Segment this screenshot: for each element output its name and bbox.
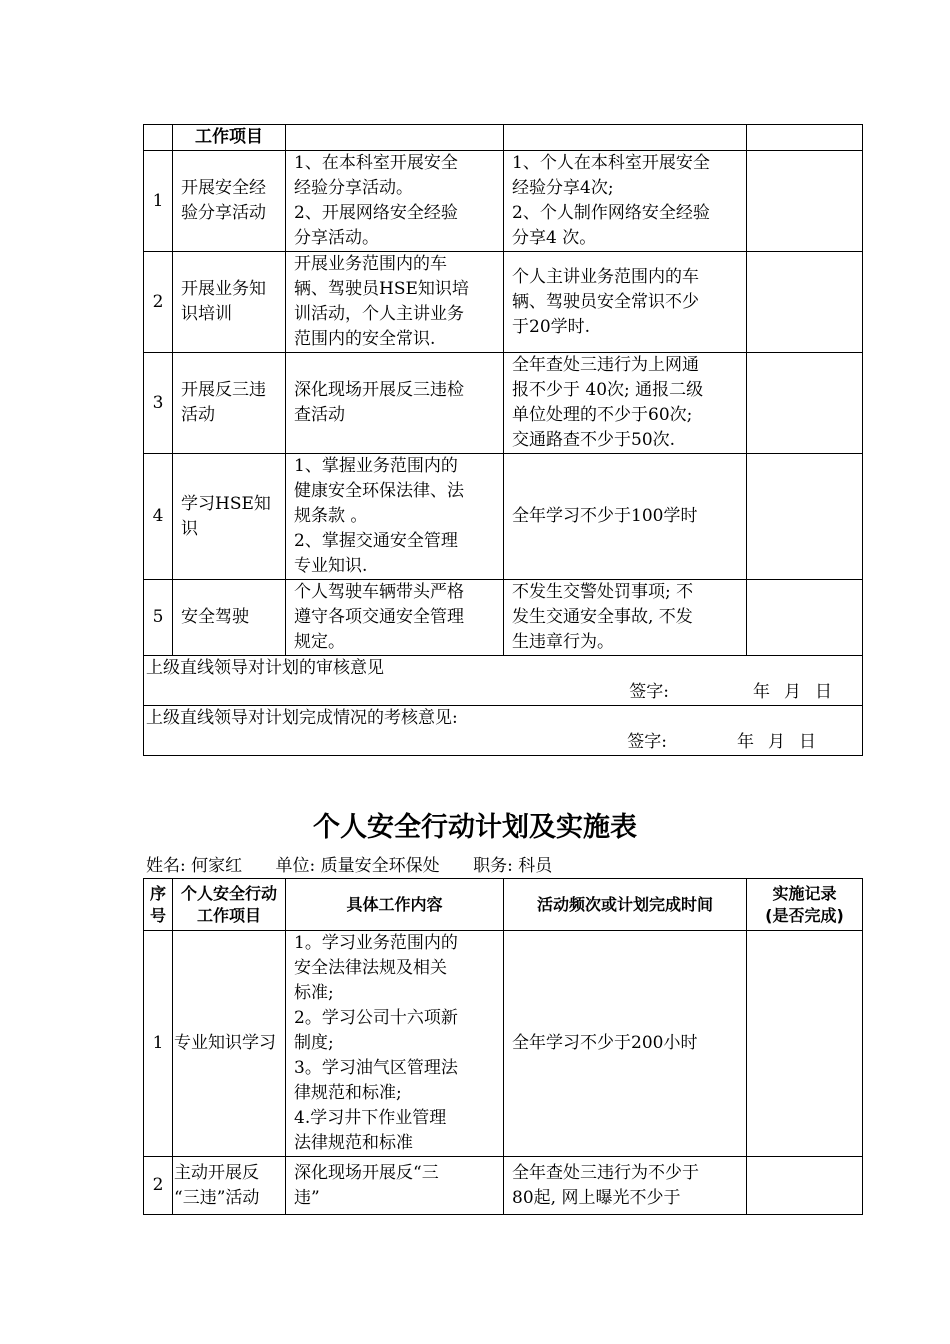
row-seq: 5 — [144, 580, 173, 656]
row-record — [747, 580, 863, 656]
row-item: 开展业务知 识培训 — [173, 252, 286, 353]
row-frequency: 全年查处三违行为不少于 80起, 网上曝光不少于 — [504, 1157, 747, 1215]
header-record: 实施记录 (是否完成) — [747, 879, 863, 931]
row-content: 1。学习业务范围内的 安全法律法规及相关 标准; 2。学习公司十六项新 制度; 3。学习油气区管理法 律规范和标准; 4.学习井下作业管理 法律规范和标准 — [286, 931, 504, 1157]
row-content: 开展业务范围内的车 辆、驾驶员HSE知识培 训活动，个人主讲业务 范围内的安全常识. — [286, 252, 504, 353]
header-item: 个人安全行动 工作项目 — [173, 879, 286, 931]
table-header-row — [144, 879, 863, 931]
row-seq: 3 — [144, 353, 173, 454]
personal-info — [146, 854, 580, 878]
table-header-row — [144, 125, 863, 151]
row-record — [747, 1157, 863, 1215]
table-row — [144, 454, 863, 580]
header-work-item: 工作项目 — [173, 125, 286, 151]
row-target: 个人主讲业务范围内的车 辆、驾驶员安全常识不少 于20学时. — [504, 252, 747, 353]
info-position: 职务: 科员 — [473, 856, 553, 876]
row-record — [747, 252, 863, 353]
review-row-completion — [144, 706, 863, 756]
row-record — [747, 454, 863, 580]
row-target: 全年学习不少于100学时 — [504, 454, 747, 580]
row-content: 个人驾驶车辆带头严格 遵守各项交通安全管理 规定。 — [286, 580, 504, 656]
row-item: 主动开展反 “三违”活动 — [173, 1157, 286, 1215]
row-target: 1、个人在本科室开展安全 经验分享4次; 2、个人制作网络安全经验 分享4 次。 — [504, 151, 747, 252]
review-completion-title: 上级直线领导对计划完成情况的考核意见: — [146, 708, 458, 728]
table-row — [144, 1157, 863, 1215]
row-content: 深化现场开展反“三 违” — [286, 1157, 504, 1215]
row-item: 专业知识学习 — [173, 931, 286, 1157]
row-record — [747, 353, 863, 454]
row-content: 1、掌握业务范围内的 健康安全环保法律、法 规条款 。 2、掌握交通安全管理 专业知识. — [286, 454, 504, 580]
info-unit: 单位: 质量安全环保处 — [275, 856, 440, 876]
plan-table-continued — [143, 124, 863, 756]
row-seq: 1 — [144, 931, 173, 1157]
row-item: 安全驾驶 — [173, 580, 286, 656]
table-row — [144, 580, 863, 656]
row-target: 不发生交警处罚事项; 不 发生交通安全事故, 不发 生违章行为。 — [504, 580, 747, 656]
row-record — [747, 931, 863, 1157]
row-record — [747, 151, 863, 252]
row-seq: 1 — [144, 151, 173, 252]
table-row — [144, 931, 863, 1157]
table-row — [144, 252, 863, 353]
info-name: 姓名: 何家红 — [146, 856, 243, 876]
row-target: 全年查处三违行为上网通 报不少于 40次; 通报二级 单位处理的不少于60次; 交通路查不少于50次. — [504, 353, 747, 454]
row-seq: 4 — [144, 454, 173, 580]
review-plan-title: 上级直线领导对计划的审核意见 — [146, 658, 384, 678]
header-seq: 序 号 — [144, 879, 173, 931]
signature-line: 签字: 年 月 日 — [627, 732, 816, 752]
row-item: 开展安全经 验分享活动 — [173, 151, 286, 252]
page-title: 个人安全行动计划及实施表 — [313, 812, 637, 843]
review-row-plan — [144, 656, 863, 706]
table-row — [144, 151, 863, 252]
signature-line: 签字: 年 月 日 — [629, 682, 832, 702]
header-frequency: 活动频次或计划完成时间 — [504, 879, 747, 931]
row-content: 1、在本科室开展安全 经验分享活动。 2、开展网络安全经验 分享活动。 — [286, 151, 504, 252]
row-content: 深化现场开展反三违检 查活动 — [286, 353, 504, 454]
plan-table — [143, 878, 863, 1215]
row-item: 开展反三违 活动 — [173, 353, 286, 454]
row-frequency: 全年学习不少于200小时 — [504, 931, 747, 1157]
row-seq: 2 — [144, 252, 173, 353]
header-content: 具体工作内容 — [286, 879, 504, 931]
row-item: 学习HSE知 识 — [173, 454, 286, 580]
table-row — [144, 353, 863, 454]
row-seq: 2 — [144, 1157, 173, 1215]
